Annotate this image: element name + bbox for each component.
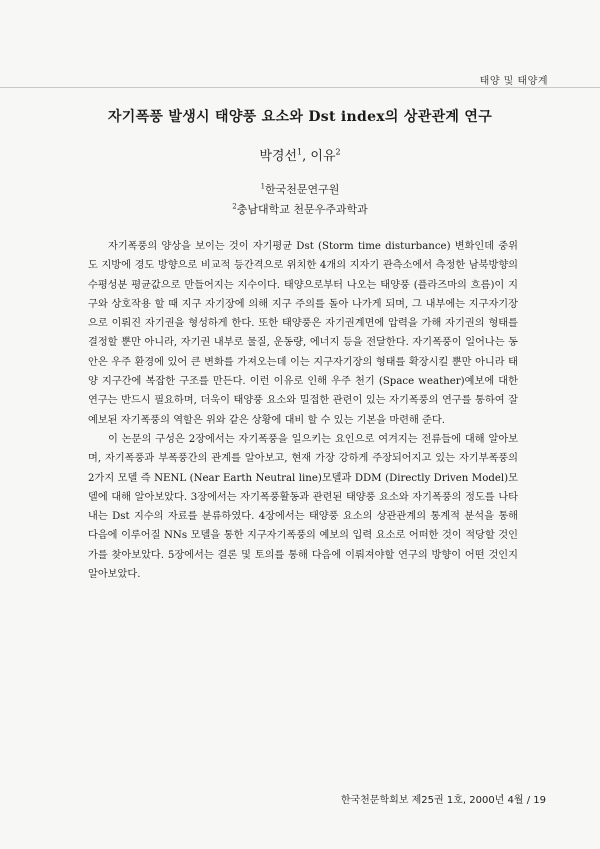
affiliation-name: 충남대학교 천문우주과학과 <box>236 203 368 216</box>
affiliation-name: 한국천문연구원 <box>265 183 340 196</box>
body-paragraph: 자기폭풍의 양상을 보이는 것이 자기평균 Dst (Storm time disturbance) 변화인데 중위도 지방에 경도 방향으로 비교적 등간격으로 위치한 4개의 지자기 관측소에서 측정한 남북방향의 수평성분 평균값으로 만들어지는 지수이다. 태양으로부터 나오는 태양풍 (플라즈마의 흐름)이 지구와 상호작용 할 때 지구 자기장에 의해 지구 주의를 돌아 나가게 되며, 그 내부에는 지구자기장으로 이뤄진 자기권을 형성하게 한다. 또한 태양풍은 자기권계면에 압력을 가해 자기권의 형태를 결정할 뿐만 아니라, 자기권 내부로 물질, 운동량, 에너지 등을 전달한다. 자기폭풍이 일어나는 동안은 우주 환경에 있어 큰 변화를 가져오는데 이는 지구자기장의 형태를 확장시킬 뿐만 아니라 태양 지구간에 복잡한 구조를 만든다. 이런 이유로 인해 우주 천기 (Space weather)예보에 대한 연구는 반드시 필요하며, 더욱이 태양풍 요소와 밀접한 관련이 있는 자기폭풍의 연구를 통하여 잘 예보된 자기폭풍의 역할은 위와 같은 상황에 대비 할 수 있는 기본을 마련해 준다. <box>88 241 518 426</box>
author-line <box>0 145 600 164</box>
author-name: 박경선 <box>259 149 298 164</box>
body-paragraph: 이 논문의 구성은 2장에서는 자기폭풍을 일으키는 요인으로 여겨지는 전류들에 대해 알아보며, 자기폭풍과 부폭풍간의 관계를 알아보고, 현재 가장 강하게 주장되어지고 있는 자기부폭풍의 2가지 모델 즉 NENL (Near Earth Neutral line)모델과 DDM (Directly Driven Model)모델에 대해 알아보았다. 3장에서는 자기폭풍활동과 관련된 태양풍 요소와 자기폭풍의 정도를 나타내는 Dst 지수의 자료를 분류하였다. 4장에서는 태양풍 요소의 상관관계의 통계적 분석을 통해 다음에 이루어질 NNs 모델을 통한 지구자기폭풍의 예보의 입력 요소로 어떠한 것이 적당할 것인가를 찾아보았다. 5장에서는 결론 및 토의를 통해 다음에 이뤄져야할 연구의 방향이 어떤 것인지 알아보았다. <box>88 433 518 581</box>
affiliation <box>0 181 600 197</box>
affiliation-marker: 2 <box>232 202 237 211</box>
author-affil-marker: 2 <box>335 147 341 157</box>
header-divider <box>0 87 600 88</box>
affiliation-marker: 1 <box>260 182 266 191</box>
author-affil-marker: 1 <box>297 147 303 157</box>
paper-title: 자기폭풍 발생시 태양풍 요소와 Dst index의 상관관계 연구 <box>107 109 493 125</box>
affiliation <box>0 201 600 217</box>
author-separator: , <box>302 149 311 164</box>
abstract-body <box>88 237 518 584</box>
page-footer: 한국천문학회보 제25권 1호, 2000년 4월 / 19 <box>340 795 546 806</box>
author-name: 이유 <box>310 149 336 164</box>
section-tag: 태양 및 태양계 <box>479 76 548 87</box>
